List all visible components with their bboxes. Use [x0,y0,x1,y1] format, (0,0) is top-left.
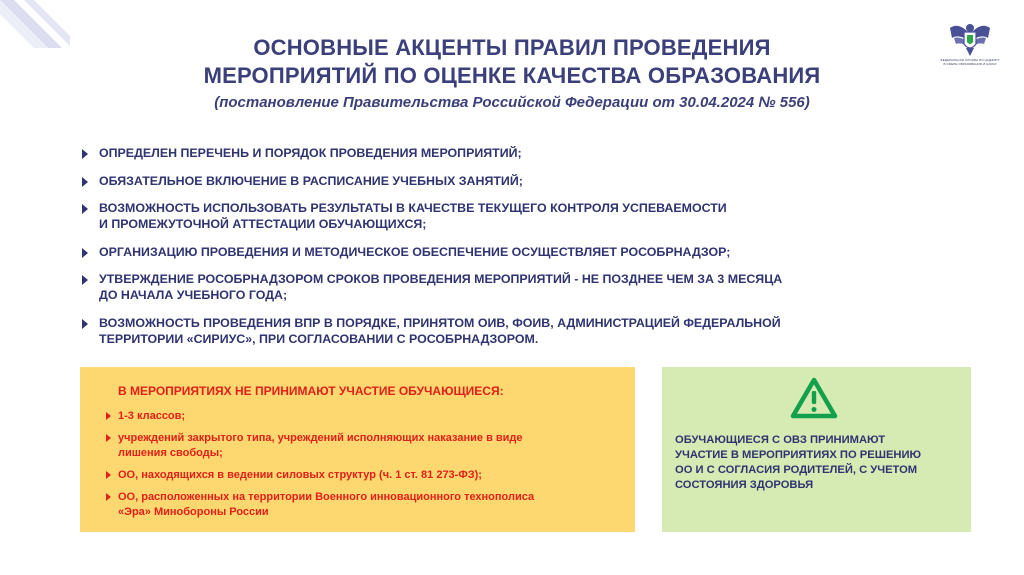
list-item-line: 1-3 классов; [118,410,186,422]
bullet-item [80,315,920,347]
list-item [106,490,606,520]
list-item-line: ОО, находящихся в ведении силовых структур (ч. 1 ст. 81 273-ФЗ); [118,469,482,481]
page-title-line2: МЕРОПРИЯТИЙ ПО ОЦЕНКЕ КАЧЕСТВА ОБРАЗОВАНИЯ [203,63,821,88]
page-subtitle: (постановление Правительства Российской Федерации от 30.04.2024 № 556) [214,94,810,111]
bullet-item [80,271,920,303]
logo-caption-line1: ФЕДЕРАЛЬНАЯ СЛУЖБА ПО НАДЗОРУ [940,58,1000,62]
bullet-arrow-icon [82,319,88,329]
bullet-item [80,200,920,232]
bullet-arrow-icon [82,275,88,285]
bullet-line: ВОЗМОЖНОСТЬ ИСПОЛЬЗОВАТЬ РЕЗУЛЬТАТЫ В КАЧЕСТВЕ ТЕКУЩЕГО КОНТРОЛЯ УСПЕВАЕМОСТИ [99,201,727,215]
bullet-arrow-icon [106,471,111,479]
ovz-note-line: СОСТОЯНИЯ ЗДОРОВЬЯ [675,479,814,491]
bullet-line: ВОЗМОЖНОСТЬ ПРОВЕДЕНИЯ ВПР В ПОРЯДКЕ, ПРИНЯТОМ ОИВ, ФОИВ, АДМИНИСТРАЦИЕЙ ФЕДЕРАЛЬНОЙ [99,315,781,330]
list-item [106,431,606,461]
ovz-note-box [662,367,971,532]
bullet-arrow-icon [82,149,88,159]
list-item [106,409,606,424]
bullet-arrow-icon [82,177,88,187]
ovz-note-line: УЧАСТИЕ В МЕРОПРИЯТИЯХ ПО РЕШЕНИЮ [675,449,922,461]
bullet-arrow-icon [82,204,88,214]
list-item-line: «Эра» Минобороны России [118,506,269,518]
bullet-arrow-icon [82,248,88,258]
list-item-line: лишения свободы; [118,447,223,459]
ovz-note-line: ОБУЧАЮЩИЕСЯ С ОВЗ ПРИНИМАЮТ [675,434,886,446]
warning-triangle-icon [789,376,839,420]
list-item-line: учреждений закрытого типа, учреждений исполняющих наказание в виде [118,432,523,444]
non-participants-list [106,409,606,527]
bullet-line: ОБЯЗАТЕЛЬНОЕ ВКЛЮЧЕНИЕ В РАСПИСАНИЕ УЧЕБНЫХ ЗАНЯТИЙ; [99,173,523,188]
ovz-note-text [675,433,965,493]
bullet-line: ДО НАЧАЛА УЧЕБНОГО ГОДА; [99,288,288,302]
list-item [106,468,606,483]
rules-bullet-list [80,145,920,358]
page-title [0,34,1024,90]
bullet-item [80,145,920,161]
bullet-line: ТЕРРИТОРИИ «СИРИУС», ПРИ СОГЛАСОВАНИИ С РОСОБРНАДЗОРОМ. [99,331,539,346]
list-item-line: ОО, расположенных на территории Военного инновационного технополиса [118,491,535,503]
bullet-line: И ПРОМЕЖУТОЧНОЙ АТТЕСТАЦИИ ОБУЧАЮЩИХСЯ; [99,217,427,231]
ovz-note-line: ОО И С СОГЛАСИЯ РОДИТЕЛЕЙ, С УЧЕТОМ [675,464,918,476]
bullet-item [80,244,920,260]
bullet-arrow-icon [106,412,111,420]
bullet-line: ОПРЕДЕЛЕН ПЕРЕЧЕНЬ И ПОРЯДОК ПРОВЕДЕНИЯ МЕРОПРИЯТИЙ; [99,146,522,160]
bullet-line: УТВЕРЖДЕНИЕ РОСОБРНАДЗОРОМ СРОКОВ ПРОВЕДЕНИЯ МЕРОПРИЯТИЙ - НЕ ПОЗДНЕЕ ЧЕМ ЗА 3 МЕСЯЦА [99,272,783,286]
bullet-line: ОРГАНИЗАЦИЮ ПРОВЕДЕНИЯ И МЕТОДИЧЕСКОЕ ОБЕСПЕЧЕНИЕ ОСУЩЕСТВЛЯЕТ РОСОБРНАДЗОР; [99,244,731,259]
logo-caption-line2: В СФЕРЕ ОБРАЗОВАНИЯ И НАУКИ [943,62,997,66]
page-title-line1: ОСНОВНЫЕ АКЦЕНТЫ ПРАВИЛ ПРОВЕДЕНИЯ [253,35,771,60]
bullet-arrow-icon [106,493,111,501]
non-participants-heading: В МЕРОПРИЯТИЯХ НЕ ПРИНИМАЮТ УЧАСТИЕ ОБУЧАЮЩИЕСЯ: [118,384,504,398]
bullet-arrow-icon [106,434,111,442]
non-participants-box [80,367,635,532]
bullet-item [80,173,920,189]
